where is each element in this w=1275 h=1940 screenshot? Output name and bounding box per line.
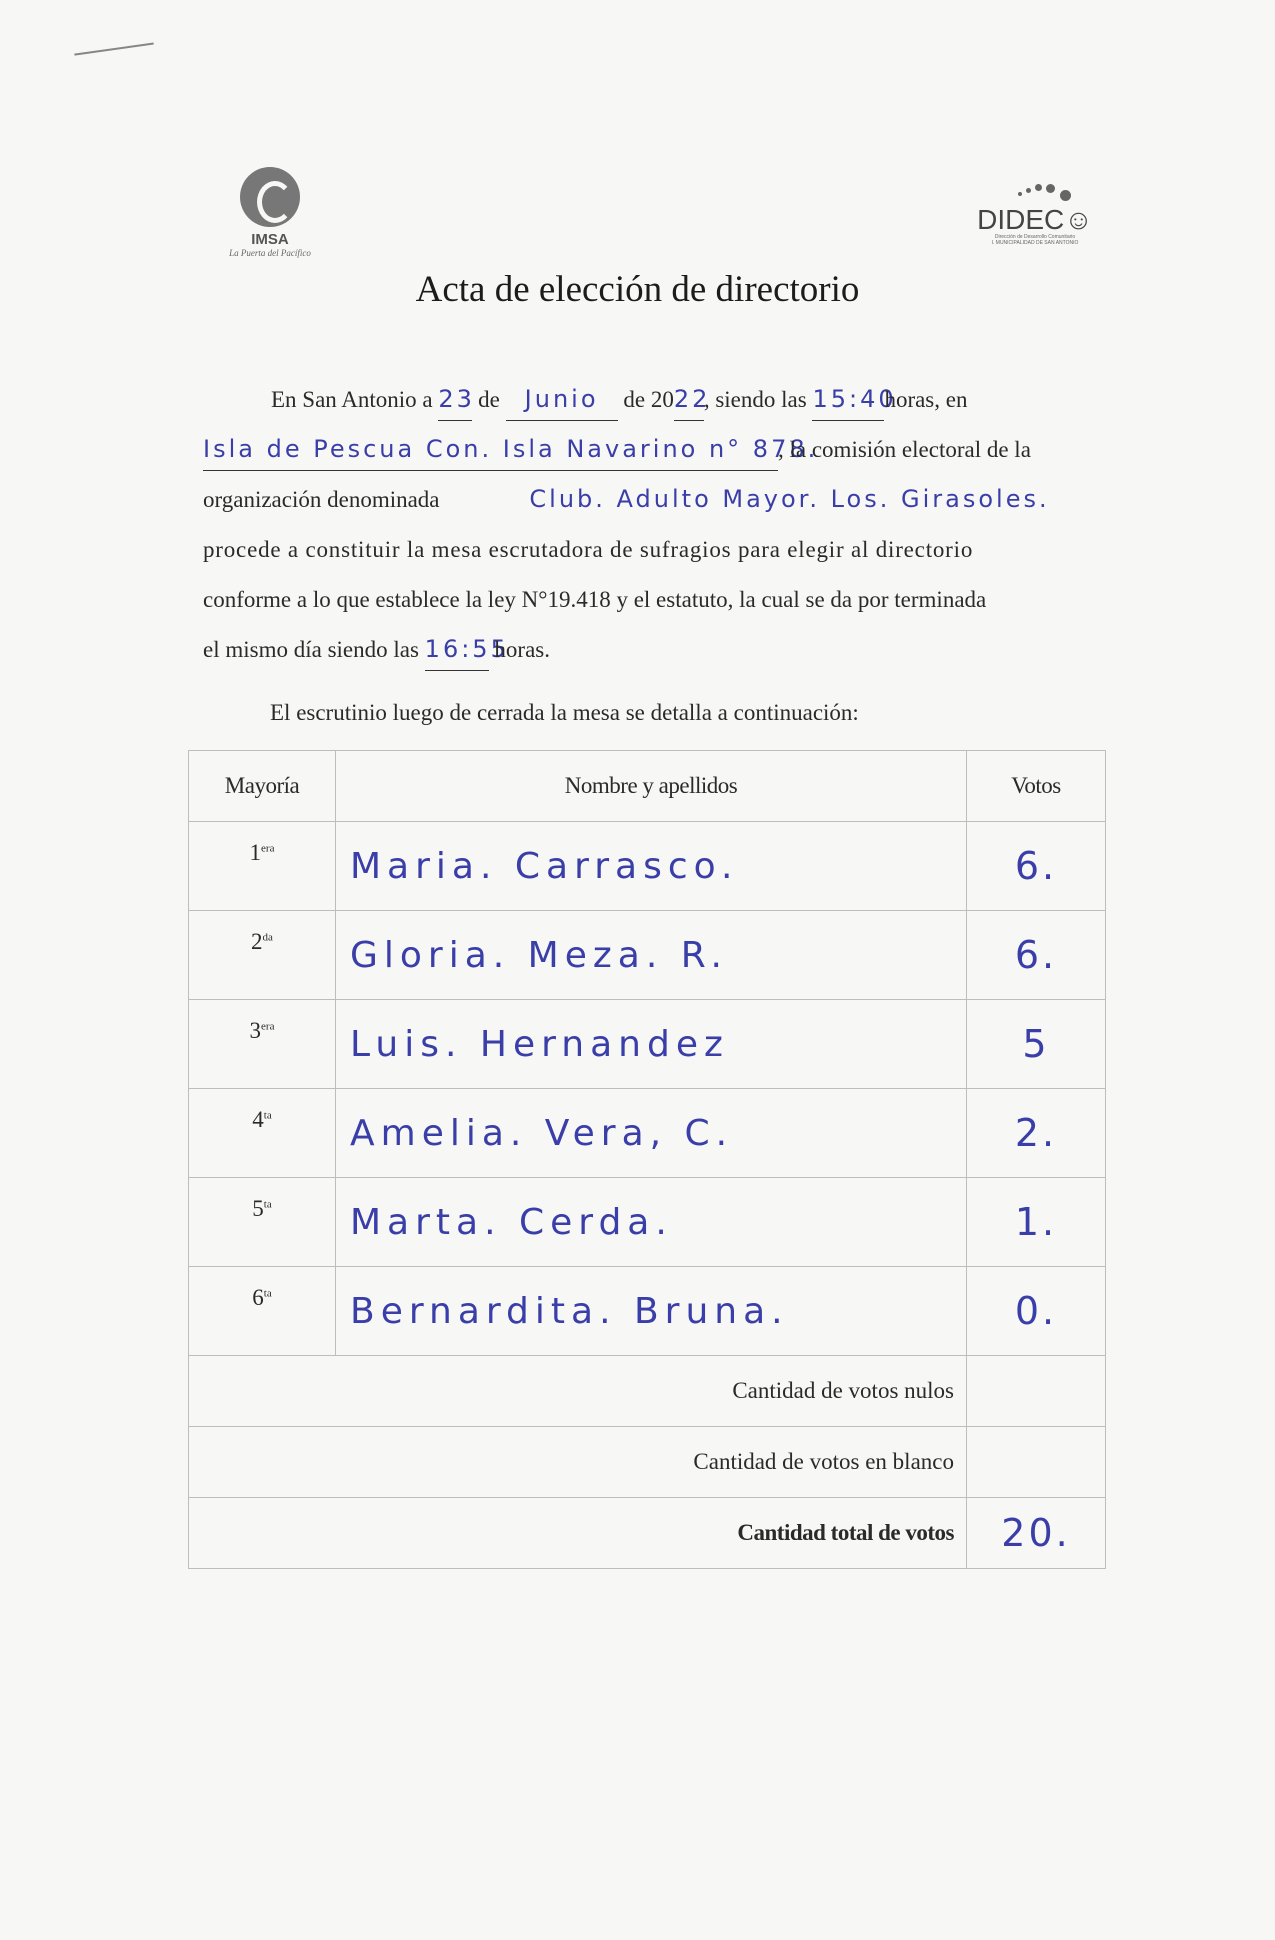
blank-votes-value: [967, 1427, 1106, 1498]
rank-cell: $1^{era}$: [189, 822, 336, 911]
votes-cell: 6.: [967, 822, 1106, 911]
dideco-logo: [970, 178, 1100, 246]
end-time-field: 16:55: [425, 629, 489, 671]
year-field: 22: [674, 379, 704, 421]
rank-cell: $4^{ta}$: [189, 1089, 336, 1178]
candidate-name-cell: Maria. Carrasco.: [336, 822, 967, 911]
start-time-field: 15:40: [812, 379, 884, 421]
blank-votes-label: Cantidad de votos en blanco: [189, 1427, 967, 1498]
table-row: [189, 1267, 1106, 1356]
candidate-name-cell: Marta. Cerda.: [336, 1178, 967, 1267]
scrutiny-intro: El escrutinio luego de cerrada la mesa se detalla a continuación:: [270, 700, 859, 725]
votes-cell: 6.: [967, 911, 1106, 1000]
column-header-name: Nombre y apellidos: [336, 751, 967, 822]
candidate-name-cell: Luis. Hernandez: [336, 1000, 967, 1089]
null-votes-label: Cantidad de votos nulos: [189, 1356, 967, 1427]
rank-cell: $2^{da}$: [189, 911, 336, 1000]
organization-name-field: Club. Adulto Mayor. Los. Girasoles.: [529, 485, 1050, 513]
column-header-rank: Mayoría: [189, 751, 336, 822]
address-field: Isla de Pescua Con. Isla Navarino n° 878.: [203, 429, 778, 471]
votes-cell: 2.: [967, 1089, 1106, 1178]
scribble-mark: [74, 43, 155, 70]
table-row: [189, 1089, 1106, 1178]
votes-cell: 5: [967, 1000, 1106, 1089]
dideco-logo-subtitle: Dirección de Desarrollo Comunitario: [994, 234, 1076, 240]
votes-cell: 1.: [967, 1178, 1106, 1267]
dideco-logo-subtitle-2: I. MUNICIPALIDAD DE SAN ANTONIO: [991, 240, 1079, 246]
candidate-name-cell: Gloria. Meza. R.: [336, 911, 967, 1000]
candidate-name-cell: Amelia. Vera, C.: [336, 1089, 967, 1178]
table-row: [189, 911, 1106, 1000]
blank-votes-row: [189, 1427, 1106, 1498]
table-row: [189, 1178, 1106, 1267]
null-votes-value: [967, 1356, 1106, 1427]
column-header-votes: Votos: [967, 751, 1106, 822]
results-table: [188, 750, 1106, 1569]
document-page: IMSA La Puerta del Pacífico DIDEC☺ Dirección de Desarrollo Comunitario I. MUNICIPALIDAD DE SAN ANTONIO Acta de elección de directorio En San Antonio a 23 de Junio de 2022, siendo las 15:40horas, en Isla de Pescua Con. Isla Navarino n° 878., la comisión electoral de la organización denominada Club. Adulto Mayor. Los. Girasoles. procede a constituir la mesa escrutadora de sufragios para elegir al directorio conforme a lo que establece la ley N°19.418 y el estatuto, la cual se da por terminada el mismo día siendo las 16:55 horas. El escrutinio luego de cerrada la mesa se detalla a continuación: Mayoría Nombre y apellidos Votos $1^{era}$ Maria. Carrasco. 6. $2^{da}$ Gloria. Meza. R. 6. $3^{era}$ Luis. Hernandez 5 $4^{ta}$ Amelia. Vera, C. 2. $5^{ta}$ Marta. Cerda. 1. $6^{ta}$ Bernardita. Bruna. 0. Cantidad de votos nulos Cantidad de votos en blanco Cantidad total de votos 20.: [0, 0, 1275, 1940]
candidate-name-cell: Bernardita. Bruna.: [336, 1267, 967, 1356]
rank-cell: $5^{ta}$: [189, 1178, 336, 1267]
document-title: Acta de elección de directorio: [415, 269, 860, 310]
null-votes-row: [189, 1356, 1106, 1427]
body-line-5: conforme a lo que establece la ley N°19.418 y el estatuto, la cual se da por terminada: [203, 587, 987, 612]
table-header-row: [189, 751, 1106, 822]
table-row: [189, 822, 1106, 911]
total-votes-value: 20.: [967, 1498, 1106, 1569]
imsa-logo: [200, 155, 340, 265]
total-votes-label: Cantidad total de votos: [189, 1498, 967, 1569]
table-row: [189, 1000, 1106, 1089]
imsa-logo-tagline: La Puerta del Pacífico: [229, 248, 311, 258]
day-field: 23: [438, 379, 472, 421]
rank-cell: $6^{ta}$: [189, 1267, 336, 1356]
votes-cell: 0.: [967, 1267, 1106, 1356]
body-line-4: procede a constituir la mesa escrutadora de sufragios para elegir al directorio: [203, 537, 974, 562]
dideco-dots-icon: [970, 178, 1100, 206]
month-field: Junio: [506, 379, 618, 421]
imsa-logo-name: IMSA: [251, 231, 289, 248]
rank-cell: $3^{era}$: [189, 1000, 336, 1089]
total-votes-row: [189, 1498, 1106, 1569]
dideco-logo-name: DIDEC☺: [977, 204, 1093, 235]
imsa-emblem-icon: [240, 167, 300, 227]
